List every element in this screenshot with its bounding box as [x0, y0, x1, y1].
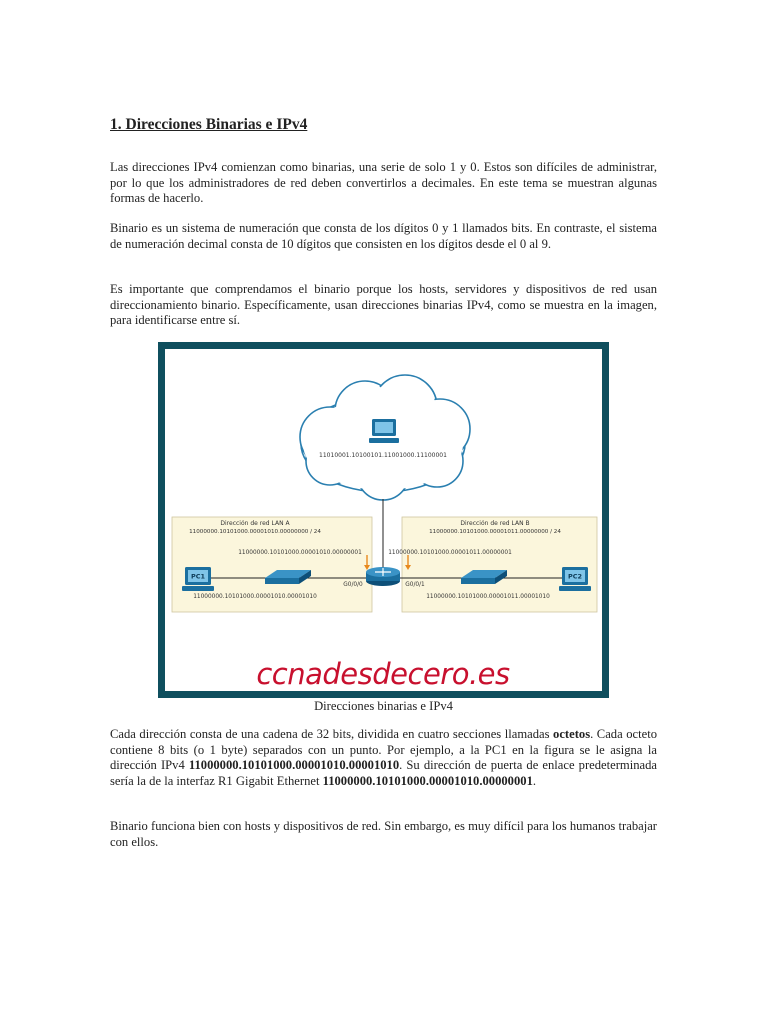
router-icon [366, 567, 400, 586]
pc1-label: PC1 [190, 572, 206, 581]
lan-a-network: 11000000.10101000.00001010.00000000 / 24 [189, 529, 321, 535]
pc1-binary-address: 11000000.10101000.00001010.00001010 [188, 758, 400, 772]
pc2-label: PC2 [567, 572, 583, 581]
internet-host-ip: 11010001.10100101.11001000.11100001 [319, 452, 447, 459]
network-diagram [165, 349, 602, 691]
pc1-ip: 11000000.10101000.00001010.00001010 [193, 594, 317, 600]
lan-b-title: Dirección de red LAN B [460, 520, 530, 527]
octets-text-4: . [532, 773, 537, 788]
lan-a-title: Dirección de red LAN A [220, 520, 290, 527]
section-title: 1. Direcciones Binarias e IPv4 [110, 116, 308, 133]
octets-text-1: Cada dirección consta de una cadena de 32 bits, dividida en cuatro secciones llamadas [110, 727, 554, 741]
lan-b-gateway-ip: 11000000.10101000.00001011.00000001 [388, 550, 512, 556]
intro-paragraph: Las direcciones IPv4 comienzan como binarias, una serie de solo 1 y 0. Estos son difíciles de administrar, por lo que los administradores de red deben convertirlos a decimales. En este tema se muestran algunas formas de hacerlo. [110, 160, 657, 205]
octets-term: octetos [553, 727, 591, 741]
figure-caption: Direcciones binarias e IPv4 [314, 699, 453, 713]
internet-host-computer-icon [369, 419, 399, 443]
pc2-ip: 11000000.10101000.00001011.00001010 [426, 594, 550, 600]
lan-a-gateway-ip: 11000000.10101000.00001010.00000001 [238, 550, 362, 556]
watermark-logo: ccnadesdecero.es [256, 657, 510, 691]
importance-paragraph: Es importante que comprendamos el binario porque los hosts, servidores y dispositivos de red usan direccionamiento binario. Específicamente, usan direcciones binarias IPv4, como se muestra en la imagen, para identificarse entre sí. [110, 282, 657, 327]
octets-paragraph [110, 727, 657, 789]
binary-paragraph: Binario es un sistema de numeración que consta de los dígitos 0 y 1 llamados bits. En contraste, el sistema de numeración decimal consta de 10 dígitos que consisten en los dígitos desde el 0 al 9. [110, 221, 657, 251]
gateway-binary-address: 11000000.10101000.00001010.00000001 [322, 773, 533, 788]
octets-text-3: . Su dirección de puerta de enlace predeterminada sería la de la interfaz R1 Gigabit Ethernet [110, 758, 657, 788]
network-diagram-figure [158, 342, 609, 698]
octets-text-2: . Cada octeto contiene 8 bits (o 1 byte) separados con un punto. Por ejemplo, a la PC1 en la figura se le asigna la dirección IPv4 [110, 727, 657, 772]
lan-b-network: 11000000.10101000.00001011.00000000 / 24 [429, 529, 561, 535]
binary-difficulty-paragraph: Binario funciona bien con hosts y dispositivos de red. Sin embargo, es muy difícil para los humanos trabajar con ellos. [110, 819, 657, 849]
lan-a-interface: G0/0/0 [343, 582, 363, 588]
lan-b-interface: G0/0/1 [405, 582, 425, 588]
